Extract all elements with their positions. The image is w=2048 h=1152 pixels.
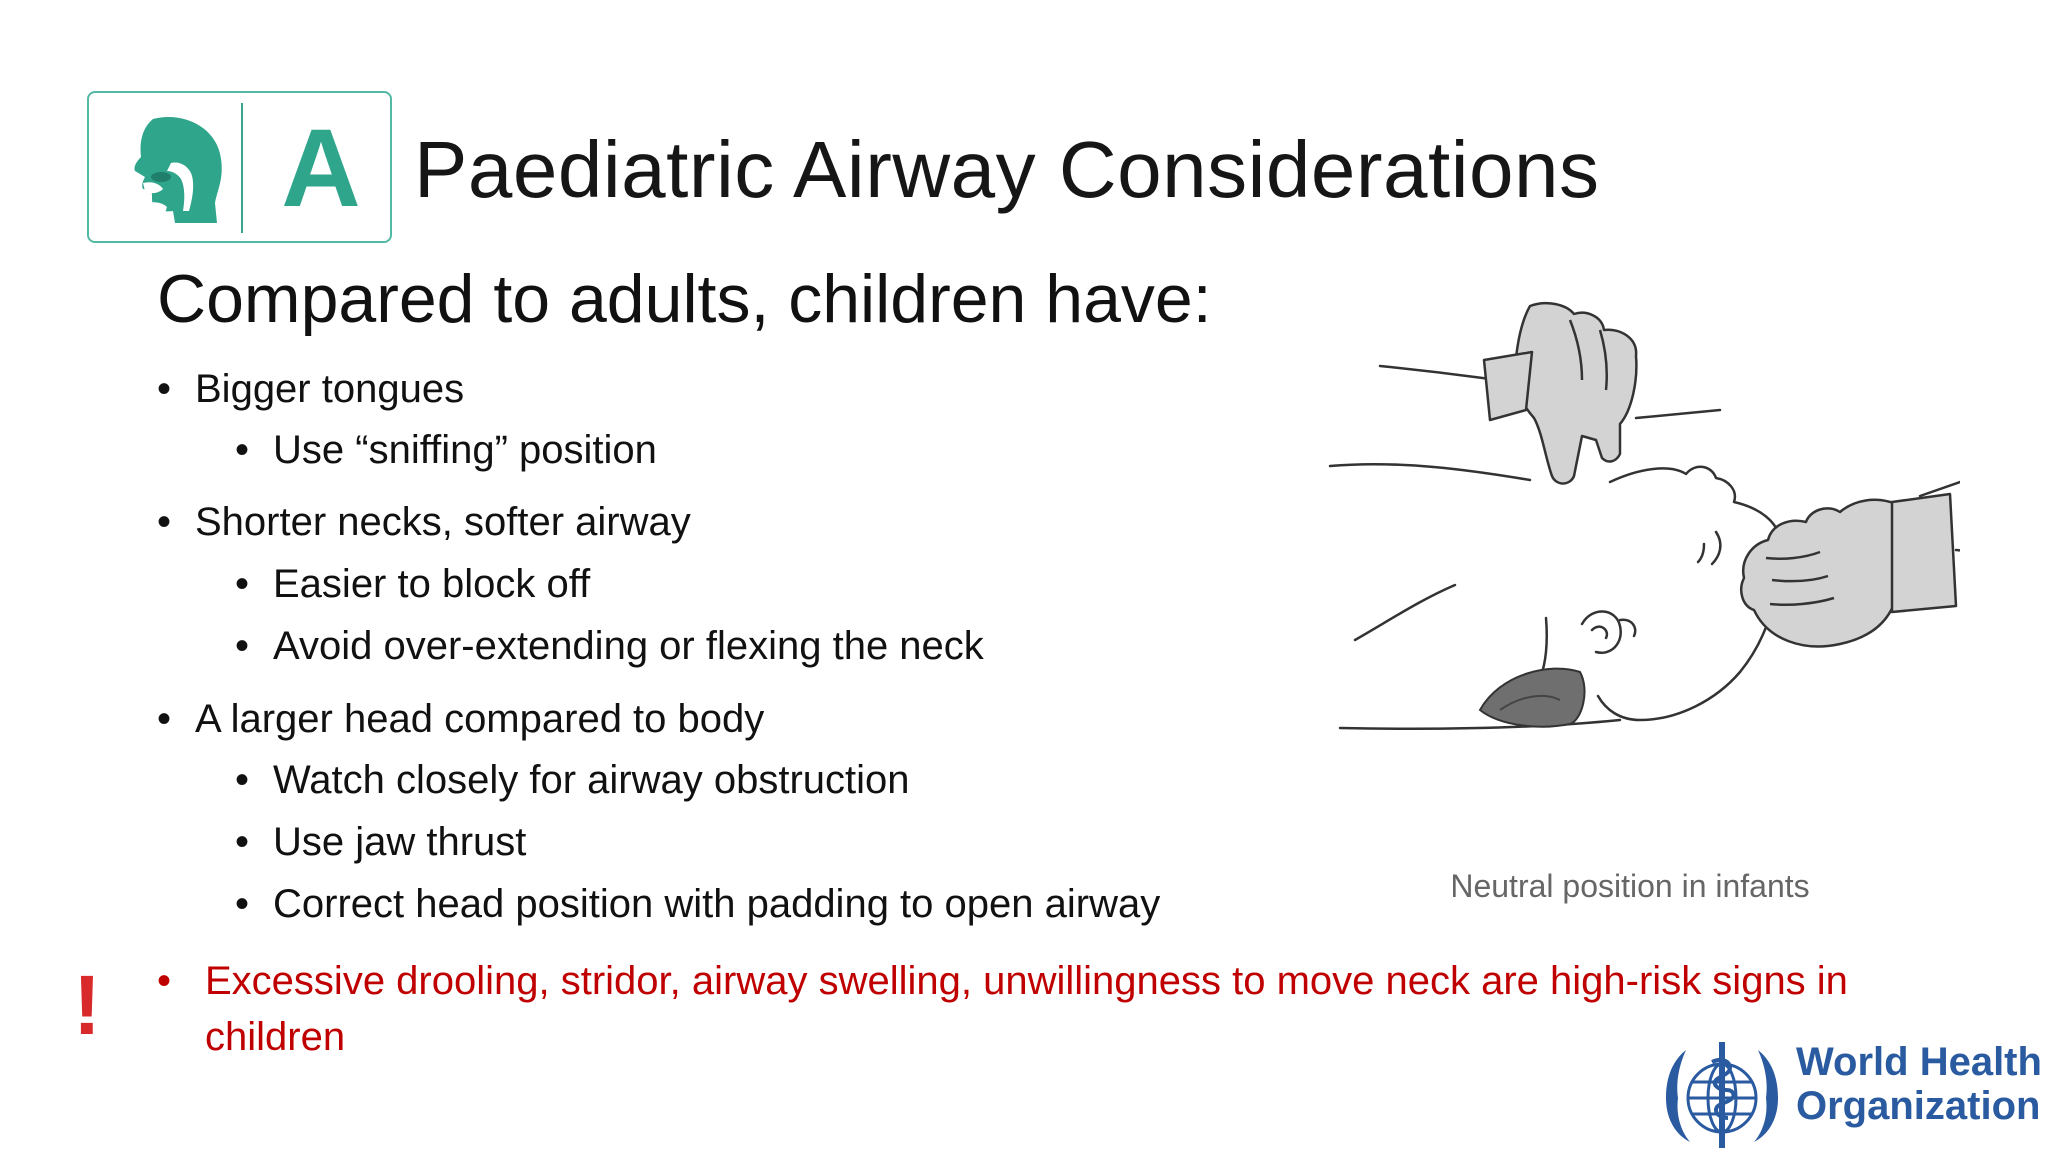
- who-line-2: Organization: [1796, 1084, 2041, 1128]
- who-line-1: World Health: [1796, 1040, 2042, 1084]
- who-wordmark: [1796, 1040, 2042, 1128]
- who-emblem-icon: [1660, 1038, 1790, 1152]
- bullet-dot: •: [235, 428, 250, 472]
- bullet-text: Avoid over-extending or flexing the neck: [273, 624, 984, 668]
- infant-neutral-position-illustration: [1320, 300, 1960, 740]
- bullet-text: Watch closely for airway obstruction: [273, 758, 910, 802]
- bullet-dot: •: [235, 758, 250, 802]
- exclamation-icon: !: [73, 958, 101, 1052]
- bullet-text: Use “sniffing” position: [273, 428, 657, 472]
- bullet-dot: •: [235, 562, 250, 606]
- bullet-dot: •: [235, 820, 250, 864]
- subheading: Compared to adults, children have:: [157, 261, 1212, 337]
- bullet-text: Correct head position with padding to open airway: [273, 882, 1161, 926]
- slide-title: Paediatric Airway Considerations: [414, 125, 1600, 214]
- bullet-dot: •: [157, 697, 172, 741]
- airway-head-icon: [113, 111, 231, 229]
- bullet-dot: •: [157, 500, 172, 544]
- bullet-text: A larger head compared to body: [195, 697, 765, 741]
- warning-text: Excessive drooling, stridor, airway swelling, unwillingness to move neck are high-risk signs in children: [205, 959, 1848, 1059]
- badge-letter: A: [281, 107, 361, 230]
- bullet-dot: •: [235, 882, 250, 926]
- bullet-dot: •: [157, 367, 172, 411]
- bullet-text: Bigger tongues: [195, 367, 465, 411]
- bullet-text: Use jaw thrust: [273, 820, 527, 864]
- bullet-text: Easier to block off: [273, 562, 591, 606]
- airway-badge: [87, 91, 392, 243]
- bullet-dot: •: [157, 959, 172, 1003]
- badge-divider: [241, 103, 243, 233]
- image-caption: Neutral position in infants: [1450, 868, 1810, 904]
- bullet-text: Shorter necks, softer airway: [195, 500, 691, 544]
- bullet-dot: •: [235, 624, 250, 668]
